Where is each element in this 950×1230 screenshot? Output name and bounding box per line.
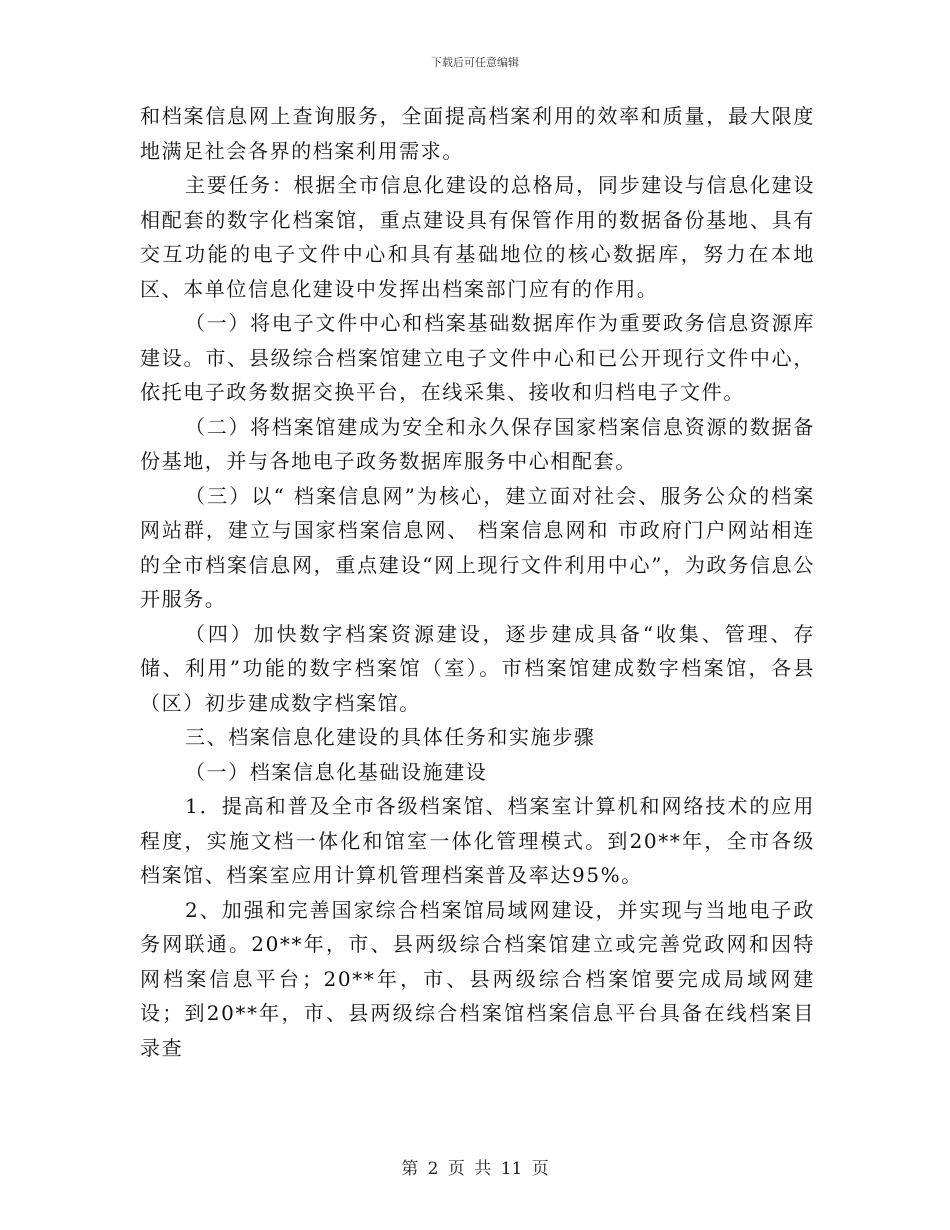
paragraph-main-tasks: 主要任务：根据全市信息化建设的总格局，同步建设与信息化建设相配套的数字化档案馆，重点建设具有保管作用的数据备份基地、具有交互功能的电子文件中心和具有基础地位的核心数据库，努力在本地区、本单位信息化建设中发挥出档案部门应有的作用。 bbox=[140, 173, 815, 301]
paragraph-item-1: （一）将电子文件中心和档案基础数据库作为重要政务信息资源库建设。市、县级综合档案馆建立电子文件中心和已公开现行文件中心，依托电子政务数据交换平台，在线采集、接收和归档电子文件。 bbox=[140, 311, 815, 404]
page-number-footer: 第 2 页 共 11 页 bbox=[401, 1159, 549, 1179]
section-heading: 三、档案信息化建设的具体任务和实施步骤 bbox=[185, 725, 596, 749]
subsection-heading: （一）档案信息化基础设施建设 bbox=[185, 759, 488, 784]
paragraph-task-1: 1．提高和普及全市各级档案馆、档案室计算机和网络技术的应用程度，实施文档一体化和馆室一体化管理模式。到20**年，全市各级档案馆、档案室应用计算机管理档案普及率达95%。 bbox=[140, 794, 815, 887]
paragraph-item-3: （三）以“ 档案信息网”为核心，建立面对社会、服务公众的档案网站群，建立与国家档案信息网、 档案信息网和 市政府门户网站相连的全市档案信息网，重点建设“网上现行文件利用中心”，为政务信息公开服务。 bbox=[140, 483, 815, 611]
paragraph-task-2: 2、加强和完善国家综合档案馆局域网建设，并实现与当地电子政务网联通。20**年，市、县两级综合档案馆建立或完善党政网和因特网档案信息平台；20**年，市、县两级综合档案馆要完成局域网建设；到20**年，市、县两级综合档案馆档案信息平台具备在线档案目录查 bbox=[140, 897, 815, 1060]
paragraph-item-2: （二）将档案馆建成为安全和永久保存国家档案信息资源的数据备份基地，并与各地电子政务数据库服务中心相配套。 bbox=[140, 414, 815, 473]
paragraph-item-4: （四）加快数字档案资源建设，逐步建成具备“收集、管理、存储、利用”功能的数字档案馆（室）。市档案馆建成数字档案馆，各县（区）初步建成数字档案馆。 bbox=[140, 621, 815, 715]
paragraph-continuation: 和档案信息网上查询服务，全面提高档案利用的效率和质量，最大限度地满足社会各界的档案利用需求。 bbox=[140, 104, 815, 163]
page-header-note: 下载后可任意编辑 bbox=[431, 56, 519, 69]
document-body bbox=[140, 99, 815, 1065]
